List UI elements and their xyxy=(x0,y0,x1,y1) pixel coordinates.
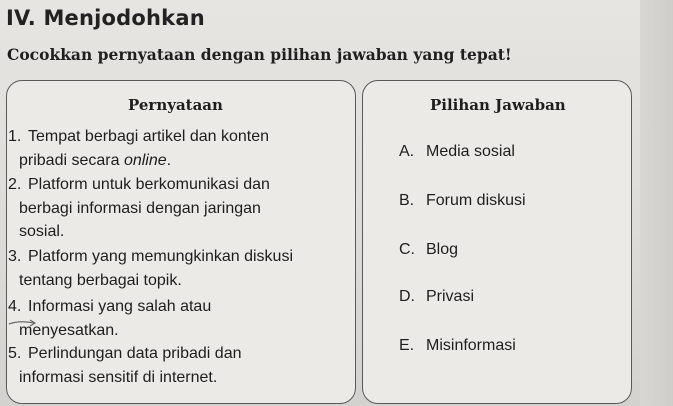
option-text: Privasi xyxy=(426,288,475,305)
pencil-mark-icon xyxy=(8,318,42,328)
statement-number: 5. xyxy=(8,345,22,362)
statement-text: Tempat berbagi artikel dan konten xyxy=(28,128,270,145)
section-title: IV. Menjodohkan xyxy=(6,6,205,30)
option-letter: A. xyxy=(399,143,415,160)
statements-header: Pernyataan xyxy=(128,96,223,114)
statement-number: 3. xyxy=(8,248,22,265)
statement-text: informasi sensitif di internet. xyxy=(19,368,218,386)
statement-3 xyxy=(8,245,293,292)
statement-5 xyxy=(8,342,242,389)
option-e xyxy=(399,337,516,355)
statement-number: 1. xyxy=(8,128,22,145)
statement-text: Platform yang memungkinkan diskusi xyxy=(28,248,294,265)
page-edge-shadow xyxy=(640,0,673,406)
instruction-text: Cocokkan pernyataan dengan pilihan jawaban yang tepat! xyxy=(7,45,512,64)
answers-header: Pilihan Jawaban xyxy=(430,96,566,114)
statement-text: tentang berbagai topik. xyxy=(19,271,182,289)
statement-number: 4. xyxy=(8,298,22,315)
option-letter: D. xyxy=(399,288,415,305)
option-text: Media sosial xyxy=(426,143,515,160)
option-letter: C. xyxy=(399,241,415,258)
statement-text: Platform untuk berkomunikasi dan xyxy=(28,176,270,193)
option-b xyxy=(399,192,526,210)
statement-number: 2. xyxy=(8,176,22,193)
option-c xyxy=(399,241,458,259)
statement-2 xyxy=(8,173,270,244)
option-letter: E. xyxy=(399,337,415,354)
option-text: Blog xyxy=(426,241,459,258)
statement-1 xyxy=(8,125,269,172)
option-d xyxy=(399,288,474,306)
statement-text: . xyxy=(166,151,172,169)
statement-text: Perlindungan data pribadi dan xyxy=(28,345,242,362)
option-text: Misinformasi xyxy=(426,337,516,354)
option-a xyxy=(399,143,515,161)
statement-text: pribadi secara xyxy=(19,151,124,169)
option-text: Forum diskusi xyxy=(426,192,526,209)
statement-text: menyesatkan. xyxy=(19,321,119,339)
option-letter: B. xyxy=(399,192,415,209)
statement-text: sosial. xyxy=(19,223,65,240)
statement-emphasis: online xyxy=(123,151,167,169)
statement-text: Informasi yang salah atau xyxy=(28,298,212,315)
statement-text: berbagi informasi dengan jaringan xyxy=(19,199,261,217)
